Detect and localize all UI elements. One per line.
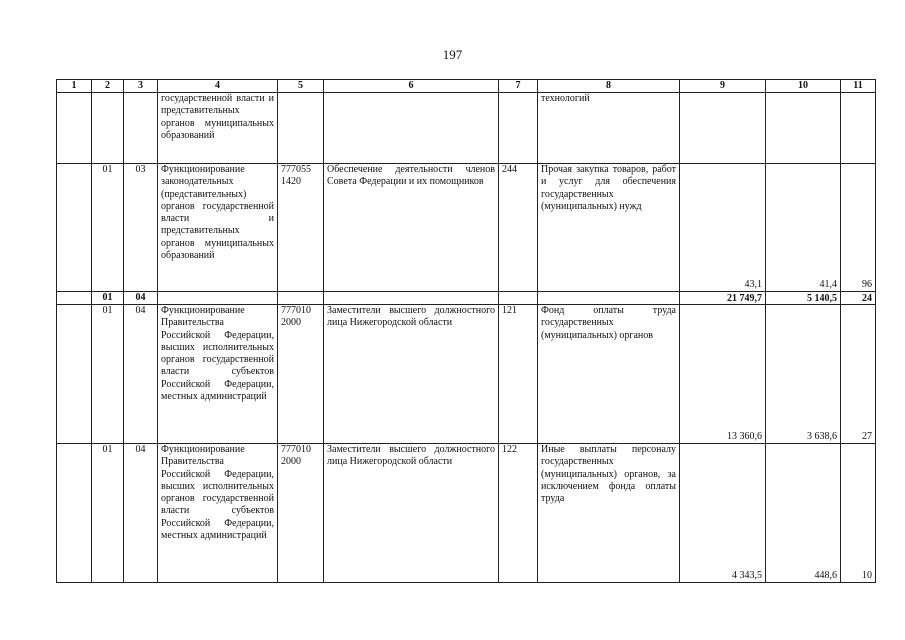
col-header: 4 <box>158 80 278 93</box>
cell-percent: 10 <box>841 444 876 583</box>
cell <box>57 305 92 444</box>
cell-activity: государственной власти и представительных органов муниципальных образований <box>158 93 278 164</box>
cell-description: Обеспечение деятельности членов Совета Федерации и их помощников <box>324 164 499 292</box>
cell <box>57 164 92 292</box>
cell-percent: 27 <box>841 305 876 444</box>
cell <box>278 292 324 305</box>
cell-code: 777055 1420 <box>278 164 324 292</box>
cell-plan: 13 360,6 <box>680 305 766 444</box>
cell <box>278 93 324 164</box>
cell-percent: 24 <box>841 292 876 305</box>
cell-activity: Функционирование Правительства Российской Федерации, высших исполнительных органов государственной власти субъектов Российской Федерации, местных администраций <box>158 305 278 444</box>
cell-kvr: 121 <box>499 305 538 444</box>
cell-plan: 4 343,5 <box>680 444 766 583</box>
cell <box>324 292 499 305</box>
cell-code: 777010 2000 <box>278 305 324 444</box>
cell-subsection: 04 <box>124 292 158 305</box>
cell <box>841 93 876 164</box>
cell-plan: 21 749,7 <box>680 292 766 305</box>
col-header: 7 <box>499 80 538 93</box>
cell <box>499 93 538 164</box>
col-header: 9 <box>680 80 766 93</box>
cell-subsection: 03 <box>124 164 158 292</box>
cell-activity: Функционирование законодательных (представительных) органов государственной власти и представительных органов муниципальных образований <box>158 164 278 292</box>
cell-fact: 448,6 <box>766 444 841 583</box>
cell <box>57 292 92 305</box>
col-header: 10 <box>766 80 841 93</box>
cell-expense-type: технологий <box>538 93 680 164</box>
cell-description: Заместители высшего должностного лица Нижегородской области <box>324 305 499 444</box>
col-header: 3 <box>124 80 158 93</box>
cell <box>766 93 841 164</box>
cell-expense-type: Иные выплаты персоналу государственных (муниципальных) органов, за исключением фонда оплаты труда <box>538 444 680 583</box>
cell-section: 01 <box>92 164 124 292</box>
table-row <box>57 305 876 444</box>
cell-description: Заместители высшего должностного лица Нижегородской области <box>324 444 499 583</box>
col-header: 2 <box>92 80 124 93</box>
cell-kvr: 244 <box>499 164 538 292</box>
cell-subsection: 04 <box>124 305 158 444</box>
page-number: 197 <box>442 47 463 62</box>
budget-table <box>56 79 876 583</box>
cell <box>124 93 158 164</box>
cell <box>324 93 499 164</box>
col-header: 11 <box>841 80 876 93</box>
cell-kvr: 122 <box>499 444 538 583</box>
cell <box>538 292 680 305</box>
cell-activity: Функционирование Правительства Российской Федерации, высших исполнительных органов государственной власти субъектов Российской Федерации, местных администраций <box>158 444 278 583</box>
cell-fact: 5 140,5 <box>766 292 841 305</box>
table-row <box>57 93 876 164</box>
col-header: 5 <box>278 80 324 93</box>
cell-plan: 43,1 <box>680 164 766 292</box>
cell <box>158 292 278 305</box>
table-row <box>57 164 876 292</box>
cell-percent: 96 <box>841 164 876 292</box>
cell-expense-type: Прочая закупка товаров, работ и услуг для обеспечения государственных (муниципальных) нужд <box>538 164 680 292</box>
col-header: 6 <box>324 80 499 93</box>
cell <box>680 93 766 164</box>
cell-section: 01 <box>92 444 124 583</box>
cell-subsection: 04 <box>124 444 158 583</box>
table-row <box>57 444 876 583</box>
header-row <box>57 80 876 93</box>
col-header: 1 <box>57 80 92 93</box>
cell-expense-type: Фонд оплаты труда государственных (муниципальных) органов <box>538 305 680 444</box>
col-header: 8 <box>538 80 680 93</box>
cell <box>92 93 124 164</box>
cell-fact: 3 638,6 <box>766 305 841 444</box>
cell-fact: 41,4 <box>766 164 841 292</box>
cell <box>57 93 92 164</box>
cell <box>499 292 538 305</box>
subtotal-row <box>57 292 876 305</box>
cell-code: 777010 2000 <box>278 444 324 583</box>
cell <box>57 444 92 583</box>
cell-section: 01 <box>92 305 124 444</box>
cell-section: 01 <box>92 292 124 305</box>
